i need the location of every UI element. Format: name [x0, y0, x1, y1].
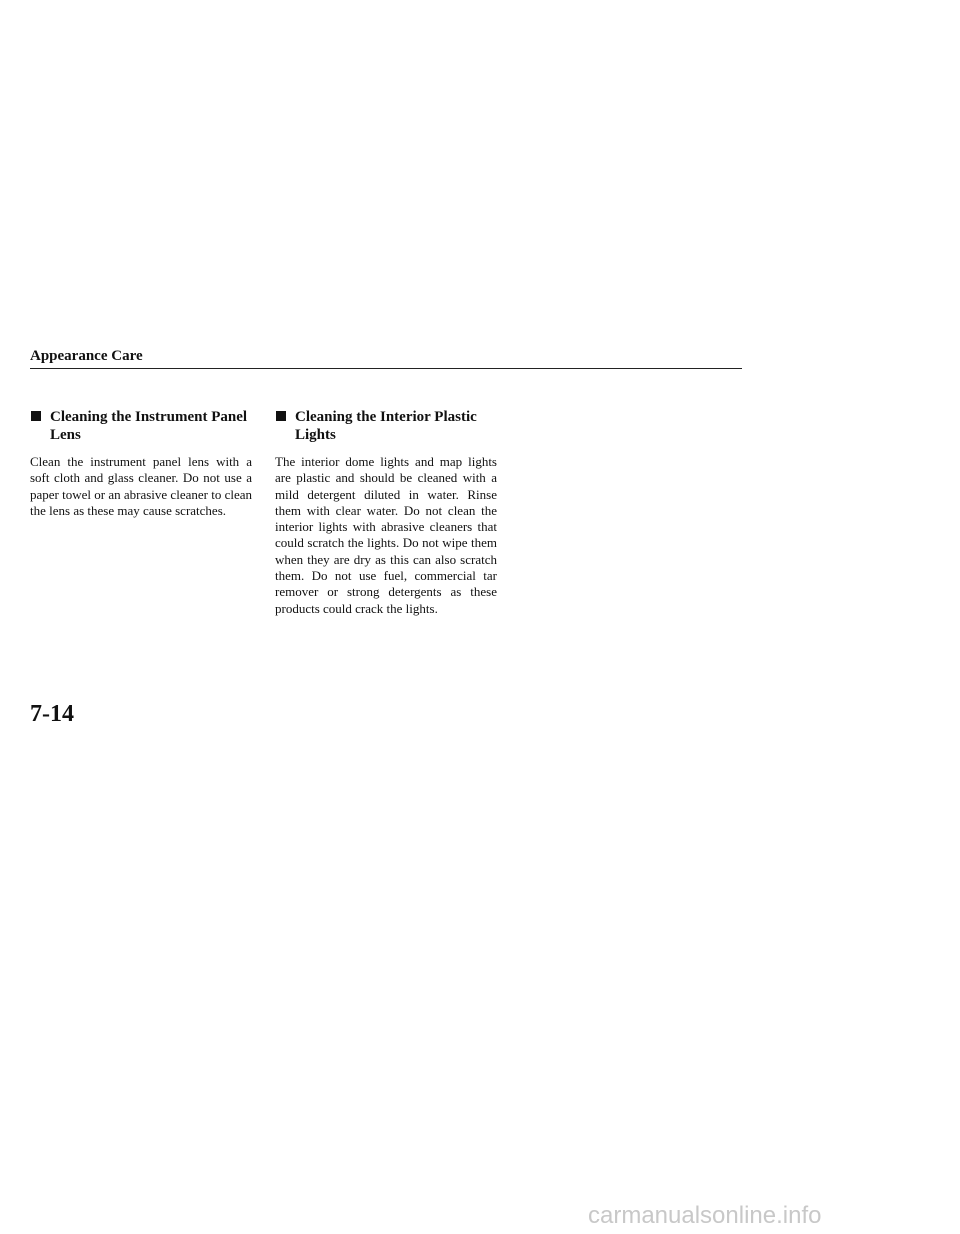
header-divider	[30, 368, 742, 369]
section-title: Appearance Care	[30, 348, 143, 364]
heading-text: Cleaning the Interior Plastic Lights	[295, 409, 477, 443]
square-bullet-icon	[276, 411, 286, 421]
square-bullet-icon	[31, 411, 41, 421]
column-interior-plastic-lights	[275, 408, 497, 617]
paragraph: Clean the instrument panel lens with a soft cloth and glass cleaner. Do not use a paper towel or an abrasive cleaner to clean the lens as these may cause scratches.	[30, 454, 252, 518]
heading-text: Cleaning the Instrument Panel Lens	[50, 409, 248, 443]
watermark-text: carmanualsonline.info	[588, 1202, 822, 1229]
paragraph: The interior dome lights and map lights are plastic and should be cleaned with a mild detergent diluted in water. Rinse them with clear water. Do not clean the interior lights with abrasive cleaners that could scratch the lights. Do not wipe them when they are dry as this can also scratch them. Do not use fuel, commercial tar remover or strong detergents as these products could crack the lights.	[275, 454, 497, 616]
section-heading	[30, 408, 252, 444]
column-instrument-panel-lens	[30, 408, 252, 519]
section-heading	[275, 408, 497, 444]
page-number: 7-14	[30, 701, 74, 727]
